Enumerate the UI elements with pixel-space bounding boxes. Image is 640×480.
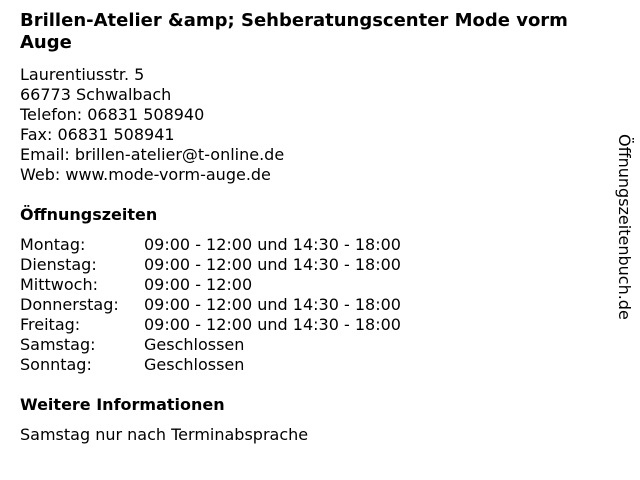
street-address: Laurentiusstr. 5 (20, 65, 145, 84)
watermark (612, 134, 634, 364)
day-label: Mittwoch: (20, 275, 98, 294)
time-value: 09:00 - 12:00 und 14:30 - 18:00 (144, 315, 401, 334)
time-value: Geschlossen (144, 355, 245, 374)
watermark-text: Öffnungszeitenbuch.de (615, 134, 634, 320)
hours-row-monday (20, 235, 620, 255)
opening-hours-table (20, 235, 620, 375)
hours-row-tuesday (20, 255, 620, 275)
time-value: 09:00 - 12:00 und 14:30 - 18:00 (144, 295, 401, 314)
city-address: 66773 Schwalbach (20, 85, 172, 104)
opening-hours-heading: Öffnungszeiten (20, 205, 158, 224)
day-label: Freitag: (20, 315, 81, 334)
time-value: 09:00 - 12:00 und 14:30 - 18:00 (144, 235, 401, 254)
day-label: Dienstag: (20, 255, 97, 274)
day-label: Donnerstag: (20, 295, 119, 314)
website: Web: www.mode-vorm-auge.de (20, 165, 271, 184)
day-label: Samstag: (20, 335, 96, 354)
time-value: 09:00 - 12:00 (144, 275, 253, 294)
fax-number: Fax: 06831 508941 (20, 125, 175, 144)
hours-row-wednesday (20, 275, 620, 295)
time-value: 09:00 - 12:00 und 14:30 - 18:00 (144, 255, 401, 274)
email-address: Email: brillen-atelier@t-online.de (20, 145, 285, 164)
hours-row-sunday (20, 355, 620, 375)
hours-row-friday (20, 315, 620, 335)
time-value: Geschlossen (144, 335, 245, 354)
hours-row-thursday (20, 295, 620, 315)
day-label: Montag: (20, 235, 86, 254)
day-label: Sonntag: (20, 355, 92, 374)
further-info-text: Samstag nur nach Terminabsprache (20, 425, 309, 444)
further-info-heading: Weitere Informationen (20, 395, 225, 414)
phone-number: Telefon: 06831 508940 (20, 105, 205, 124)
contact-block (20, 65, 620, 185)
business-title: Brillen-Atelier &amp; Sehberatungscenter Mode vorm Auge (20, 10, 568, 53)
hours-row-saturday (20, 335, 620, 355)
business-card (20, 10, 620, 445)
